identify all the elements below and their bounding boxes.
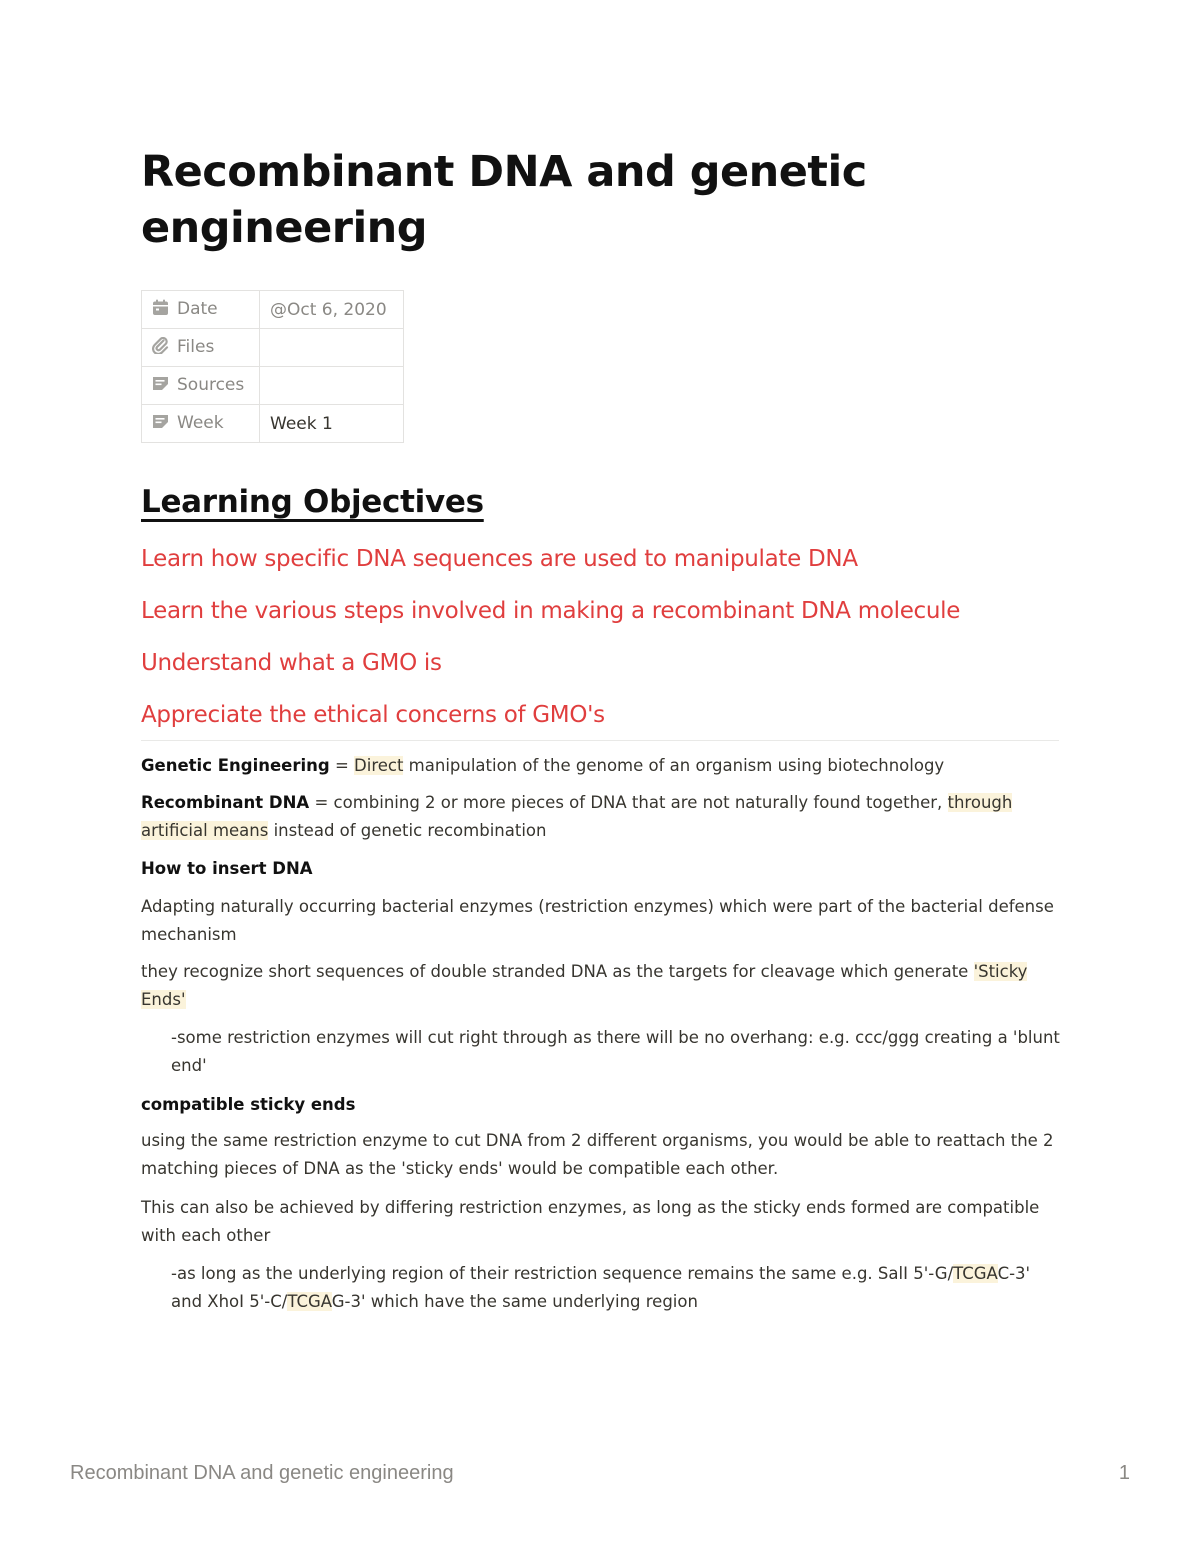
page-title: Recombinant DNA and genetic engineering [141,147,867,253]
objective-item: Appreciate the ethical concerns of GMO's [141,702,605,728]
text: instead of genetic recombination [268,821,547,840]
text: manipulation of the genome of an organism using biotechnology [403,756,945,775]
property-key-label: Sources [177,374,245,395]
property-key [142,291,260,329]
property-key [142,329,260,367]
objective-item: Learn the various steps involved in making a recombinant DNA molecule [141,598,961,624]
property-key [142,405,260,443]
text: = [329,756,355,775]
paragraph: This can also be achieved by differing restriction enzymes, as long as the sticky ends formed are compatible with each other [141,1198,1040,1245]
subheading-text: How to insert DNA [141,859,313,878]
recombinant-dna-definition [141,789,1061,845]
property-key [142,367,260,405]
indented-paragraph [171,1260,1061,1316]
subheading [141,855,1061,883]
term: Genetic Engineering [141,756,330,775]
text: G-3' which have the same underlying region [331,1292,698,1311]
property-row-sources [142,367,404,405]
property-value[interactable]: @Oct 6, 2020 [260,291,404,329]
divider [141,740,1059,741]
calendar-icon [152,299,169,321]
highlight: 'Sticky Ends' [141,962,1028,1009]
properties-table [141,290,404,443]
learning-objectives-heading: Learning Objectives [141,484,484,520]
paragraph [141,958,1061,1014]
property-row-files [142,329,404,367]
text: C-3' and XhoI 5'-C/ [171,1264,1031,1311]
objective-item: Understand what a GMO is [141,650,442,676]
text: = combining 2 or more pieces of DNA that are not naturally found together, [309,793,948,812]
list-icon [152,413,169,435]
highlight: TCGA [953,1264,998,1283]
property-value[interactable] [260,329,404,367]
paperclip-icon [152,337,169,359]
property-row-date [142,291,404,329]
list-icon [152,375,169,397]
highlight: TCGA [287,1292,332,1311]
paragraph: Adapting naturally occurring bacterial enzymes (restriction enzymes) which were part of the bacterial defense mechanism [141,897,1054,944]
property-key-label: Files [177,336,215,357]
objective-item: Learn how specific DNA sequences are used to manipulate DNA [141,546,858,572]
page-number: 1 [1118,1462,1130,1484]
footer-title: Recombinant DNA and genetic engineering [70,1462,454,1484]
genetic-engineering-definition [141,752,1061,780]
paragraph: using the same restriction enzyme to cut DNA from 2 different organisms, you would be able to reattach the 2 matching pieces of DNA as the 'sticky ends' would be compatible each other. [141,1131,1054,1178]
subheading-text: compatible sticky ends [141,1095,356,1114]
text: -as long as the underlying region of their restriction sequence remains the same e.g. SalI 5'-G/ [171,1264,954,1283]
text: they recognize short sequences of double stranded DNA as the targets for cleavage which generate [141,962,974,981]
subheading [141,1091,1061,1119]
indented-paragraph: -some restriction enzymes will cut right through as there will be no overhang: e.g. ccc/ggg creating a 'blunt end' [171,1028,1060,1075]
term: Recombinant DNA [141,793,310,812]
property-value[interactable] [260,367,404,405]
property-key-label: Date [177,298,218,319]
highlight: through artificial means [141,793,1013,840]
highlight: Direct [354,756,404,775]
property-key-label: Week [177,412,224,433]
property-row-week [142,405,404,443]
property-value[interactable]: Week 1 [260,405,404,443]
